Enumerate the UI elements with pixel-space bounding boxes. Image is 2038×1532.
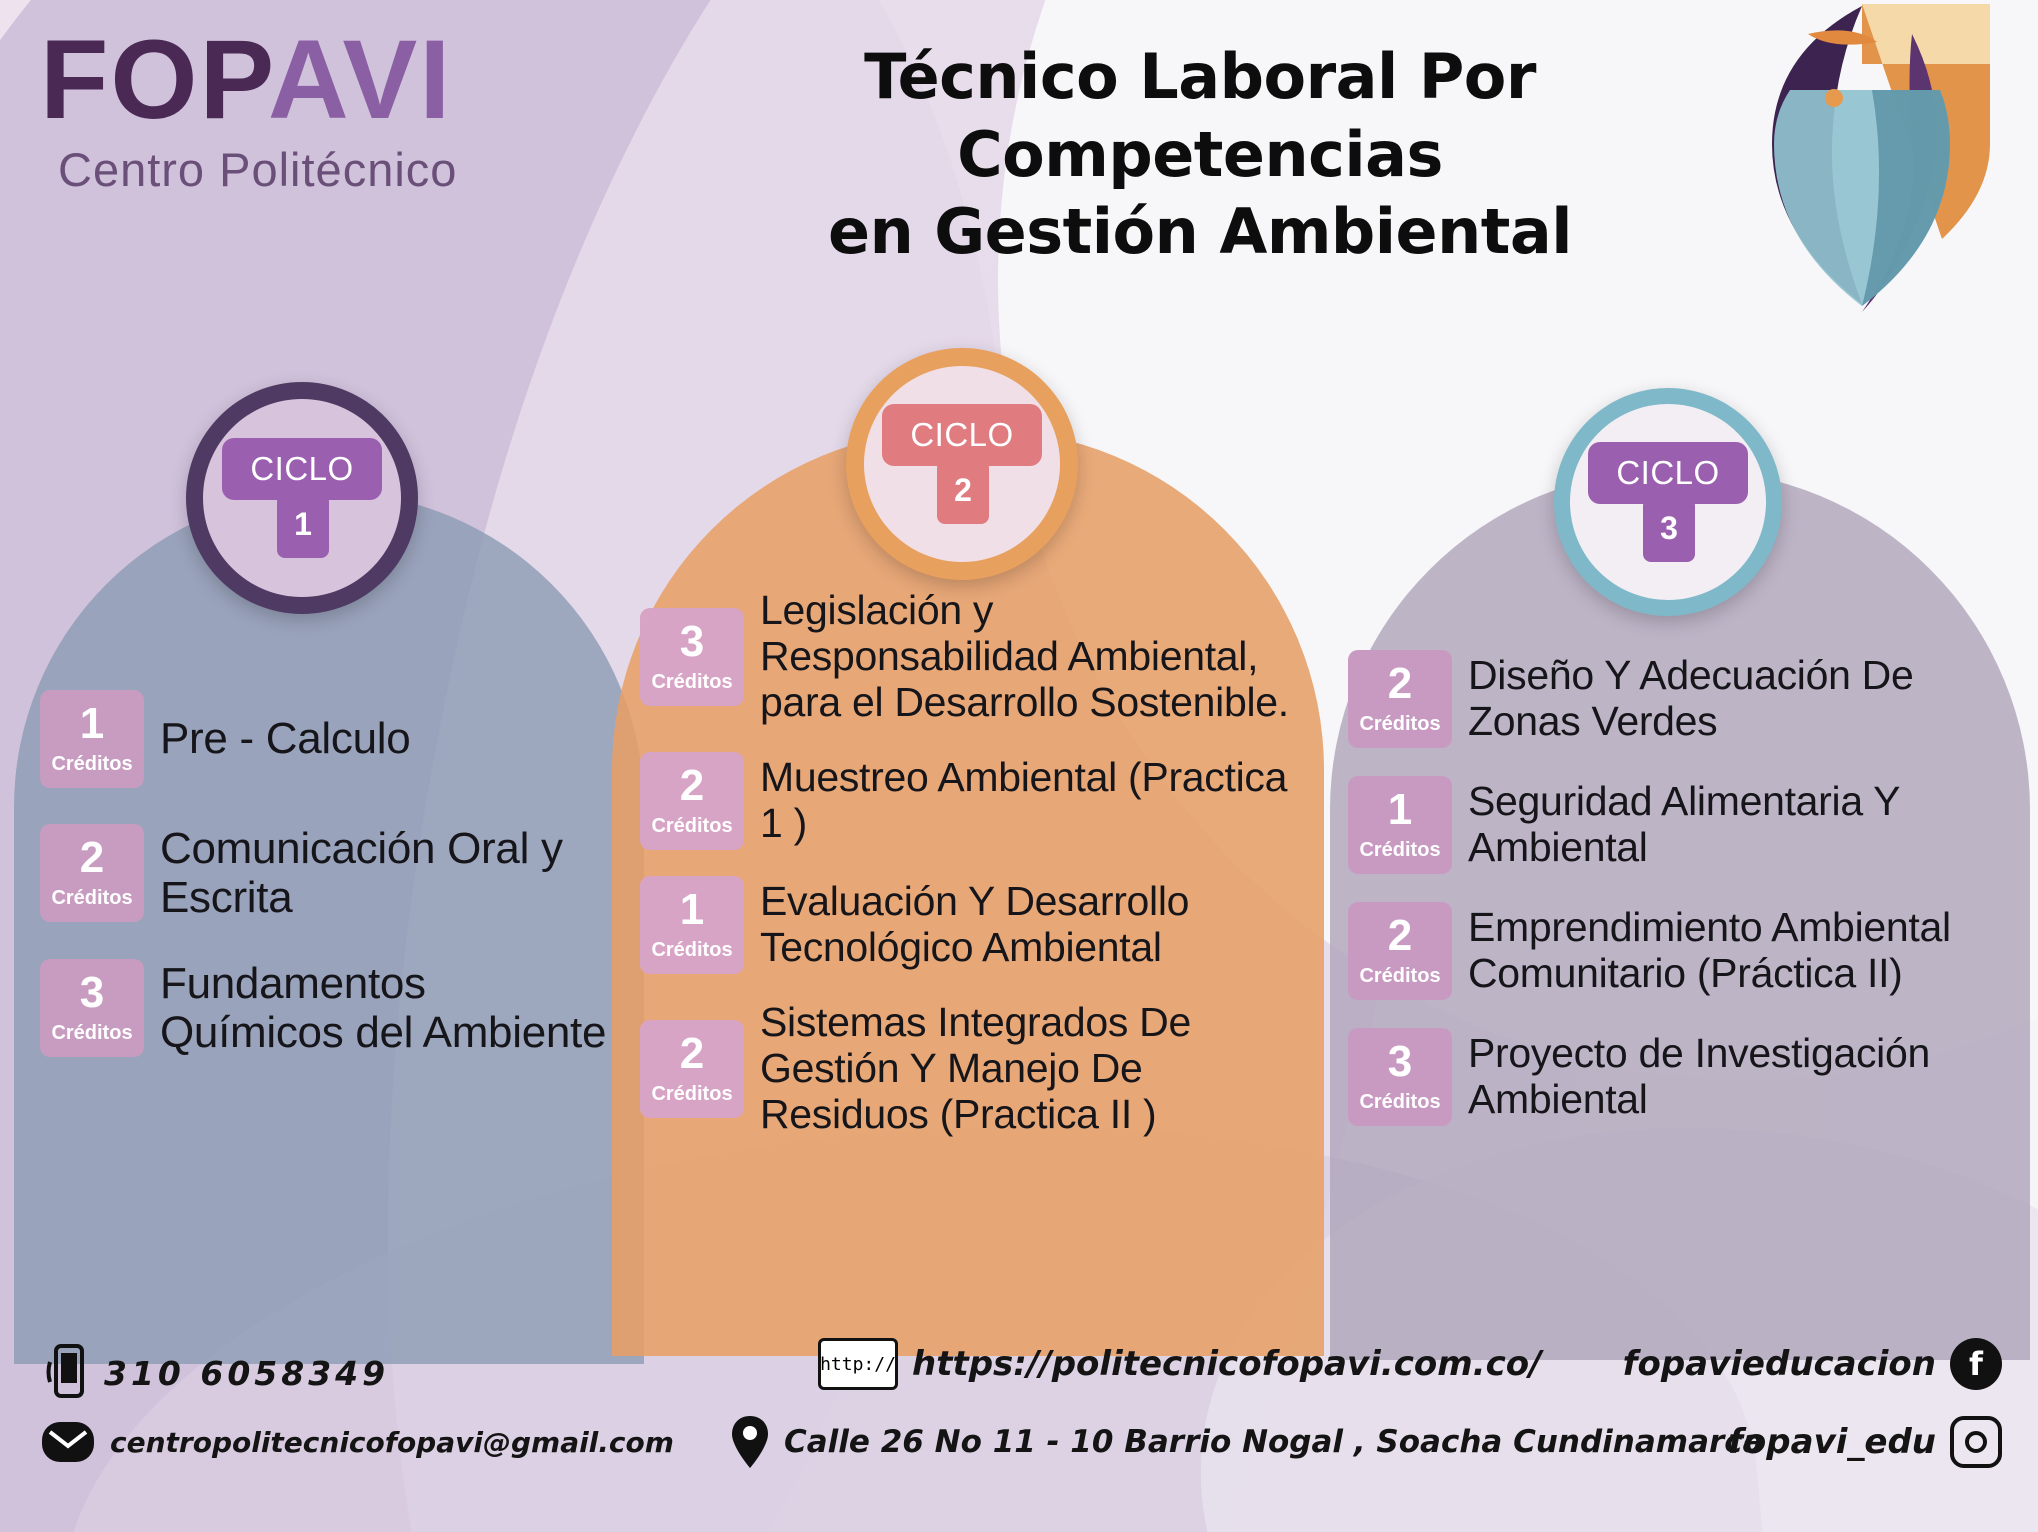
credit-value: 2: [679, 1028, 705, 1078]
credit-value: 3: [79, 967, 105, 1017]
credit-value: 1: [679, 884, 705, 934]
instagram-icon[interactable]: [1950, 1416, 2002, 1468]
cycle-1-tag: [222, 438, 382, 558]
credit-chip: [40, 959, 144, 1057]
course-name: Emprendimiento Ambiental Comunitario (Práctica II): [1468, 904, 1951, 996]
contact-website[interactable]: [818, 1338, 1542, 1390]
credit-value: 2: [1387, 659, 1413, 708]
contact-phone[interactable]: [46, 1344, 389, 1402]
brand-name-part1: FOP: [40, 17, 268, 142]
cycle-3-badge: [1554, 388, 1782, 616]
contact-email[interactable]: [40, 1418, 674, 1466]
page-title-line2: en Gestión Ambiental: [828, 195, 1572, 268]
cycle-2-tag: [882, 404, 1042, 524]
page-title-line1: Técnico Laboral Por Competencias: [864, 40, 1536, 191]
course-name: Diseño Y Adecuación De Zonas Verdes: [1468, 652, 1914, 744]
cycle-2-course-list: [640, 588, 1300, 1163]
cycle-1-number: 1: [277, 494, 329, 558]
envelope-icon: [40, 1418, 96, 1466]
cycle-1-badge: [186, 382, 418, 614]
list-item: [640, 876, 1300, 974]
list-item: [1348, 650, 2028, 748]
website-url: https://politecnicofopavi.com.co/: [912, 1344, 1542, 1384]
credit-label: Créditos: [651, 1082, 733, 1105]
email-address: centropolitecnicofopavi@gmail.com: [110, 1425, 674, 1459]
credit-label: Créditos: [1359, 965, 1441, 987]
course-name: Pre - Calculo: [160, 714, 411, 764]
credit-chip: [1348, 1028, 1452, 1126]
browser-window-icon: [818, 1338, 898, 1390]
credit-chip: [1348, 650, 1452, 748]
page-title: [640, 38, 1760, 271]
facebook-icon[interactable]: f: [1950, 1338, 2002, 1390]
mobile-phone-icon: [46, 1344, 90, 1402]
credit-label: Créditos: [51, 887, 133, 910]
shield-leaf-emblem-icon: [1712, 0, 2012, 324]
credit-value: 3: [1387, 1037, 1413, 1086]
credit-chip: [640, 876, 744, 974]
list-item: [40, 690, 620, 788]
brand-name: [40, 17, 457, 142]
cycle-1-label: CICLO: [222, 438, 382, 500]
social-facebook[interactable]: [1623, 1338, 2002, 1390]
cycle-3-label: CICLO: [1588, 442, 1748, 504]
phone-number: 310 6058349: [104, 1353, 390, 1393]
cycle-3-tag: [1588, 442, 1748, 562]
course-name: Proyecto de Investigación Ambiental: [1468, 1030, 1930, 1122]
course-name: Seguridad Alimentaria Y Ambiental: [1468, 778, 1900, 870]
credit-chip: [640, 752, 744, 850]
list-item: [640, 752, 1300, 850]
credit-chip: [1348, 776, 1452, 874]
contact-address: [730, 1414, 1764, 1470]
course-name: Fundamentos Químicos del Ambiente: [160, 958, 607, 1057]
list-item: [40, 824, 620, 923]
course-name: Muestreo Ambiental (Practica 1 ): [760, 753, 1288, 846]
credit-value: 1: [79, 699, 105, 748]
social-instagram[interactable]: [1728, 1416, 2002, 1468]
credit-chip: [40, 824, 144, 922]
list-item: [1348, 902, 2028, 1000]
cycle-1-course-list: [40, 690, 620, 1093]
course-name: Legislación y Responsabilidad Ambiental, para el Desarrollo Sostenible.: [760, 587, 1289, 725]
brand-tagline: Centro Politécnico: [58, 143, 458, 196]
list-item: [40, 959, 620, 1058]
credit-label: Créditos: [651, 670, 733, 693]
list-item: [1348, 1028, 2028, 1126]
instagram-handle: fopavi_edu: [1728, 1422, 1936, 1462]
credit-label: Créditos: [1359, 839, 1441, 861]
credit-value: 1: [1387, 785, 1413, 834]
cycle-2-label: CICLO: [882, 404, 1042, 466]
facebook-handle: fopavieducacion: [1622, 1344, 1936, 1384]
list-item: [640, 588, 1300, 726]
credit-label: Créditos: [1359, 713, 1441, 735]
course-name: Sistemas Integrados De Gestión Y Manejo De Residuos (Practica II ): [760, 998, 1191, 1137]
cycle-3-number: 3: [1643, 498, 1695, 562]
credit-value: 3: [679, 616, 705, 666]
credit-chip: [1348, 902, 1452, 1000]
cycle-2-number: 2: [937, 460, 989, 524]
credit-label: Créditos: [51, 1021, 133, 1044]
brand-name-part2: AVI: [267, 17, 453, 142]
credit-label: Créditos: [51, 753, 133, 775]
course-name: Comunicación Oral y Escrita: [160, 824, 563, 923]
credit-chip: [40, 690, 144, 788]
credit-value: 2: [79, 833, 105, 883]
address-text: Calle 26 No 11 - 10 Barrio Nogal , Soacha Cundinamarca: [784, 1424, 1764, 1460]
credit-value: 2: [679, 760, 705, 810]
course-name: Evaluación Y Desarrollo Tecnológico Ambiental: [760, 877, 1190, 970]
brand-logo: [40, 17, 458, 197]
credit-value: 2: [1387, 911, 1413, 960]
cycle-2-badge: [846, 348, 1078, 580]
credit-label: Créditos: [1359, 1091, 1441, 1113]
cycle-3-course-list: [1348, 650, 2028, 1154]
footer-contact-bar: [0, 1322, 2038, 1532]
browser-chip-text: http://: [820, 1353, 896, 1375]
credit-chip: [640, 1020, 744, 1118]
credit-label: Créditos: [651, 814, 733, 837]
list-item: [1348, 776, 2028, 874]
credit-chip: [640, 608, 744, 706]
list-item: [640, 1000, 1300, 1138]
credit-label: Créditos: [651, 938, 733, 961]
map-pin-icon: [730, 1414, 770, 1470]
